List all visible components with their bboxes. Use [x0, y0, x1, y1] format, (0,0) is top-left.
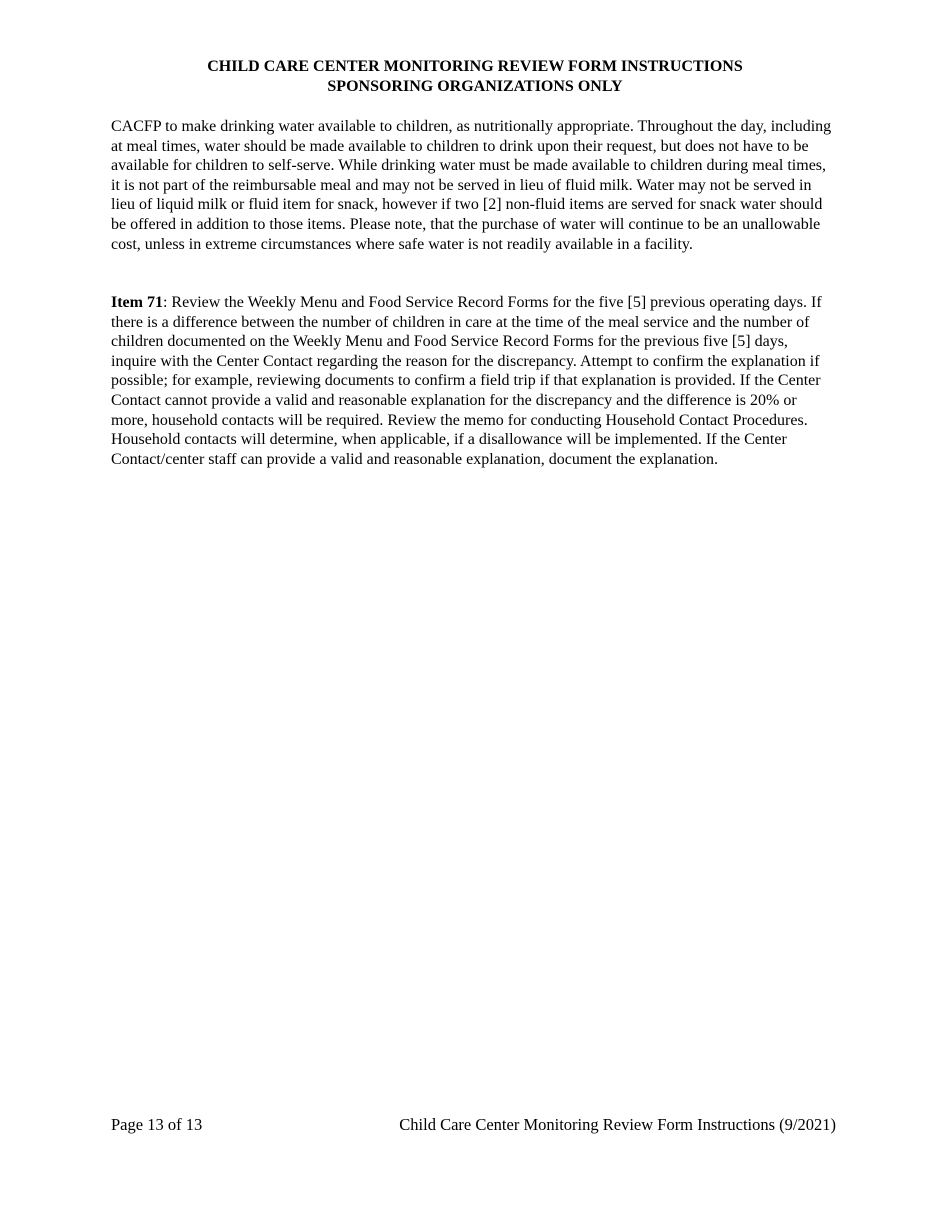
- page-header: [0, 57, 950, 96]
- document-subtitle: SPONSORING ORGANIZATIONS ONLY: [327, 77, 623, 95]
- footer-document-title: Child Care Center Monitoring Review Form Instructions (9/2021): [399, 1115, 836, 1134]
- item-71-paragraph: [111, 293, 836, 469]
- item-71-label: Item 71: [111, 294, 163, 311]
- document-title: CHILD CARE CENTER MONITORING REVIEW FORM INSTRUCTIONS: [207, 58, 743, 75]
- page-number: Page 13 of 13: [111, 1115, 203, 1134]
- item-71-text: : Review the Weekly Menu and Food Service Record Forms for the five [5] previous operating days. If there is a difference between the number of children in care at the time of the meal service and the number of children documented on the Weekly Menu and Food Service Record Forms for the previous five [5] days, inquire with the Center Contact regarding the reason for the discrepancy. Attempt to confirm the explanation if possible; for example, reviewing documents to confirm a field trip if that explanation is provided. If the Center Contact cannot provide a valid and reasonable explanation for the discrepancy and the difference is 20% or more, household contacts will be required. Review the memo for conducting Household Contact Procedures. Household contacts will determine, when applicable, if a disallowance will be implemented. If the Center Contact/center staff can provide a valid and reasonable explanation, document the explanation.: [111, 294, 822, 468]
- water-availability-paragraph: CACFP to make drinking water available to children, as nutritionally appropriate. Throughout the day, including at meal times, water should be made available to children to drink upon their request, but does not have to be available for children to self-serve. While drinking water must be made available to children during meal times, it is not part of the reimbursable meal and may not be served in lieu of fluid milk. Water may not be served in lieu of liquid milk or fluid item for snack, however if two [2] non-fluid items are served for snack water should be offered in addition to those items. Please note, that the purchase of water will continue to be an unallowable cost, unless in extreme circumstances where safe water is not readily available in a facility.: [111, 118, 832, 253]
